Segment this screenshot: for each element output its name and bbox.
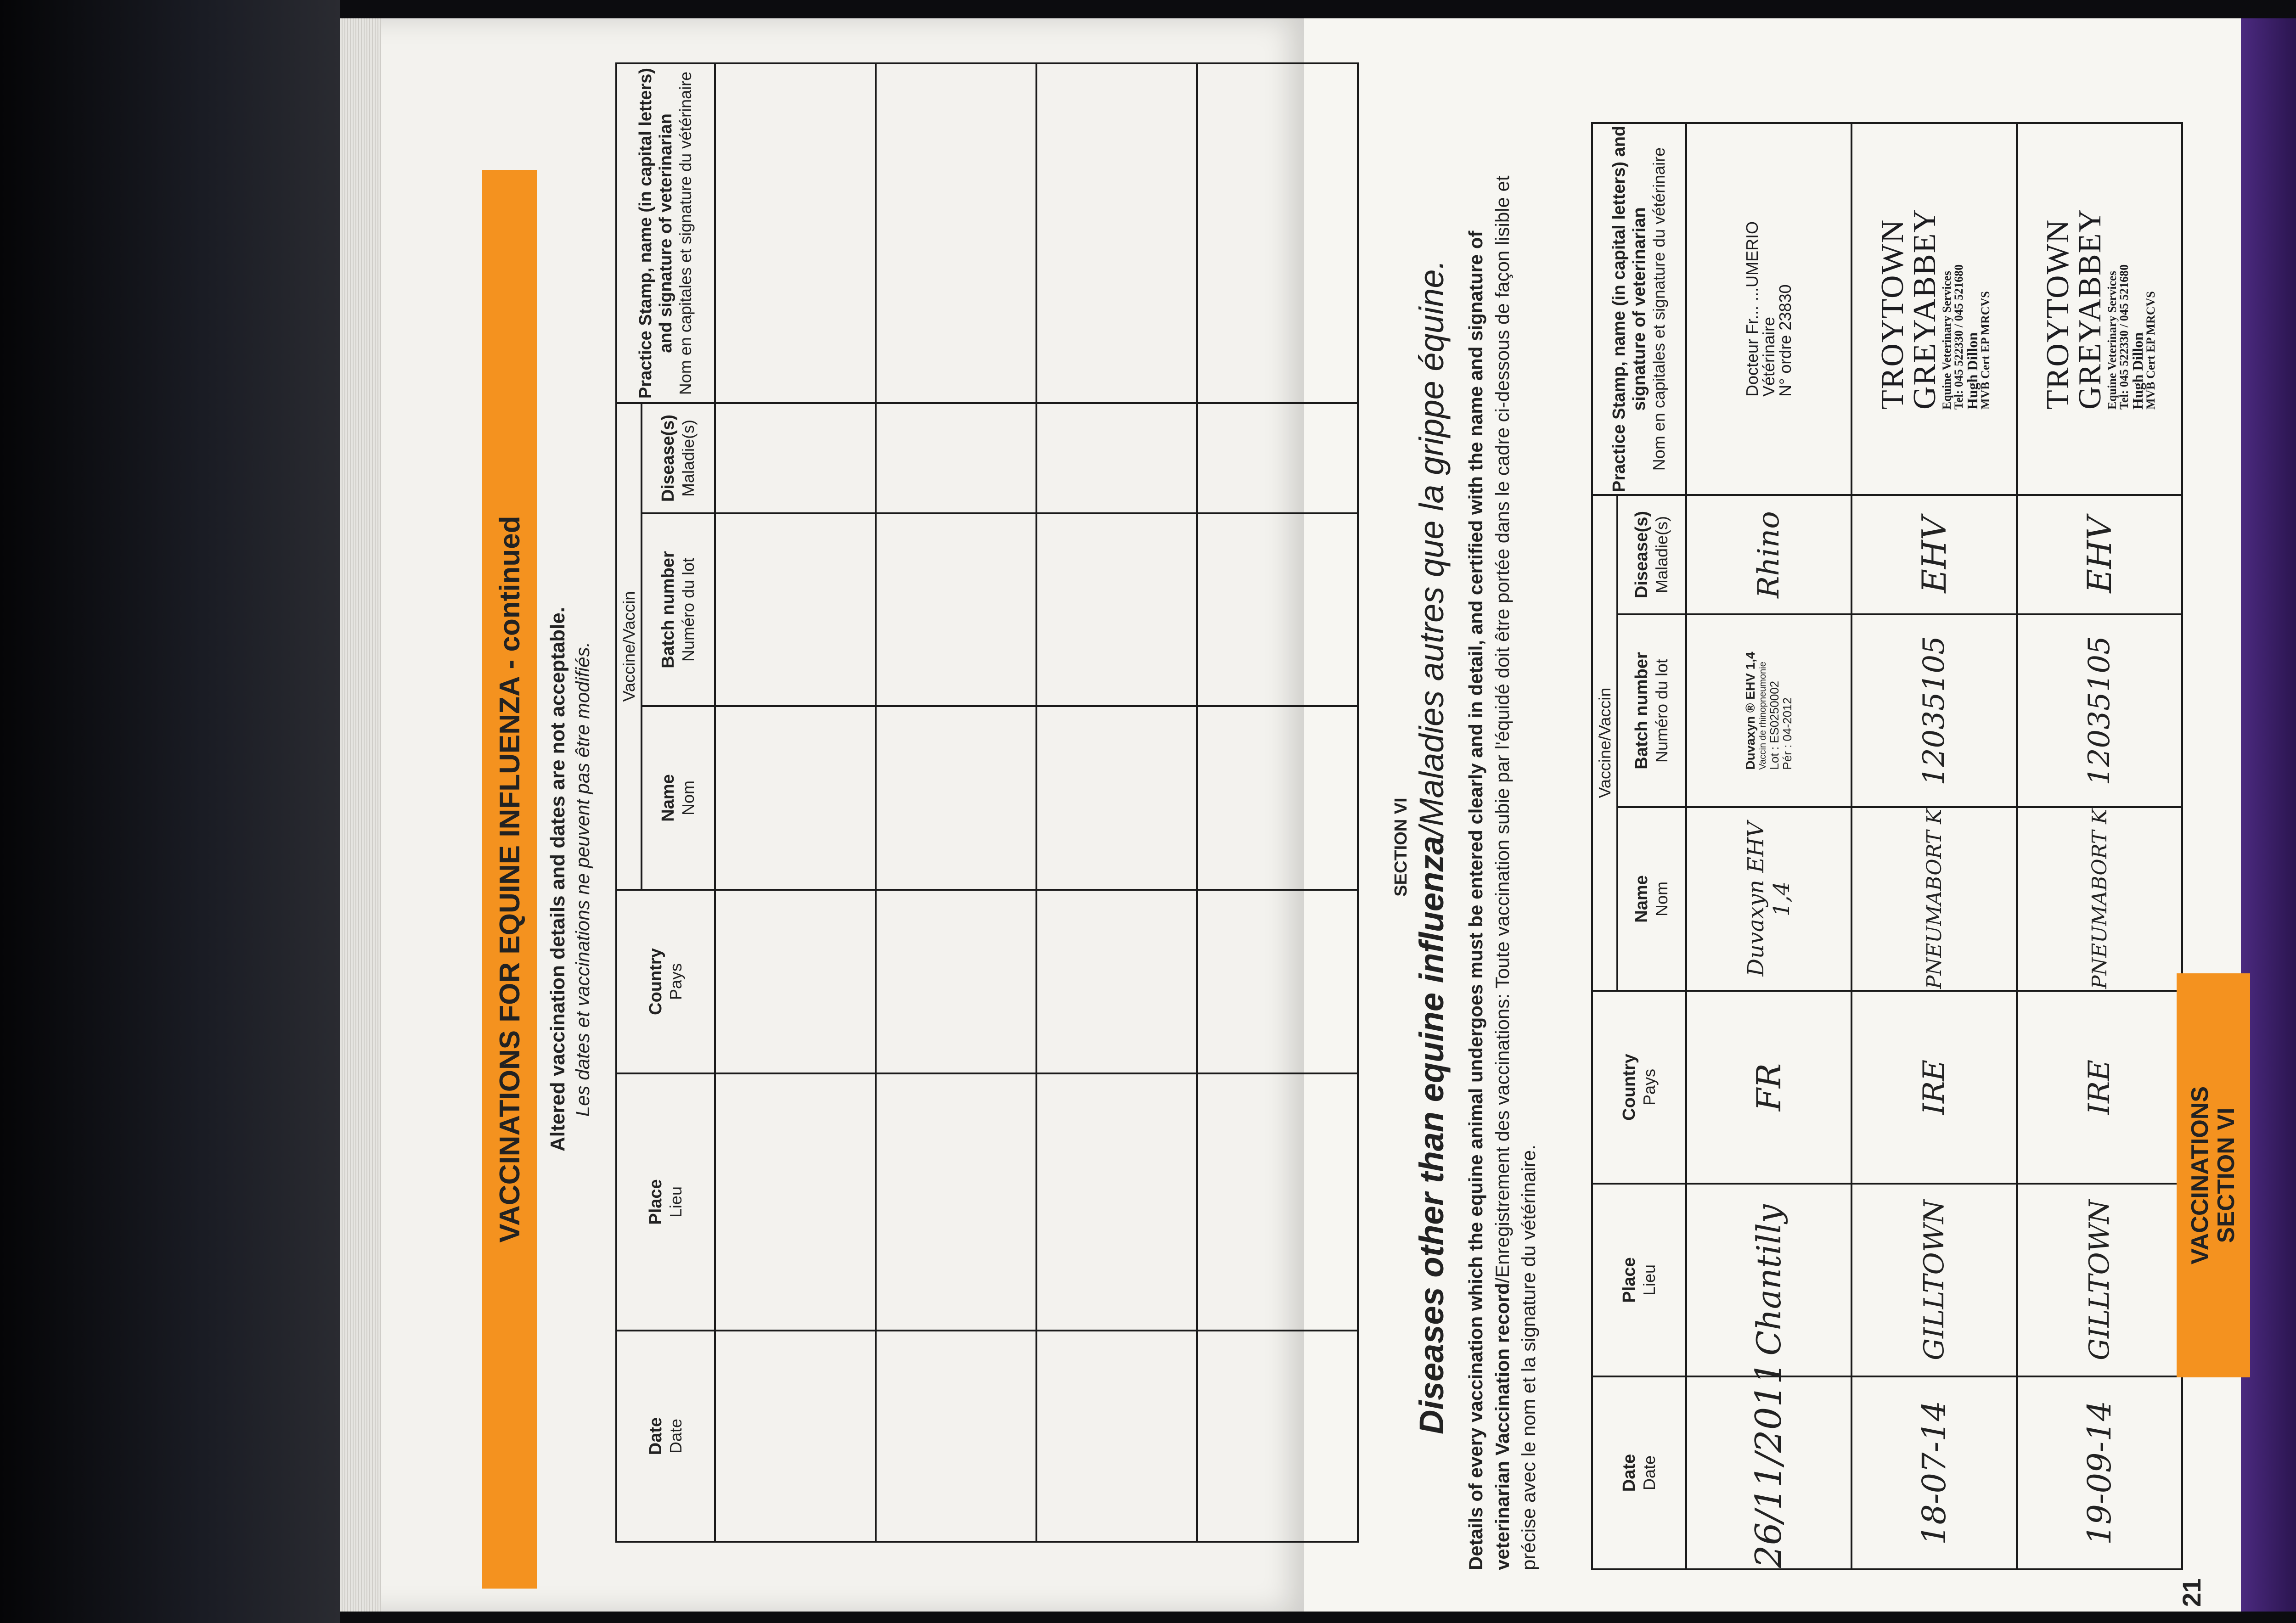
row1-country: FR: [1686, 991, 1851, 1184]
page-edges: [340, 18, 381, 1612]
table-row: [1686, 123, 1851, 1569]
header-place: Place Lieu: [1592, 1184, 1686, 1376]
header-date: Date Date: [1592, 1376, 1686, 1569]
header-place: Place Lieu: [616, 1073, 715, 1331]
header-batch: Batch number Numéro du lot: [1617, 614, 1686, 807]
header-disease: Disease(s) Maladie(s): [642, 403, 715, 513]
altered-note-en: Altered vaccination details and dates are not acceptable.: [546, 607, 569, 1151]
table-row: [876, 63, 1036, 1542]
table-row: [2017, 123, 2182, 1569]
header-stamp: Practice Stamp, name (in capital letters) and signature of veterinarian Nom en capitales et signature du vétérinaire: [1592, 123, 1686, 495]
header-vaccine-group: Vaccine/Vaccin: [616, 403, 642, 890]
left-page-content: [377, 14, 1304, 1607]
page-number: 21: [2177, 1578, 2206, 1607]
row3-batch: 12035105: [2017, 614, 2182, 807]
row2-place: GILLTOWN: [1851, 1184, 2017, 1376]
table-row: [1851, 123, 2017, 1569]
row3-country: IRE: [2017, 991, 2182, 1184]
header-vaccine-group: Vaccine/Vaccin: [1592, 495, 1617, 991]
header-disease: Disease(s) Maladie(s): [1617, 495, 1686, 614]
row2-country: IRE: [1851, 991, 2017, 1184]
section-label: SECTION VI: [1391, 797, 1411, 897]
header-batch: Batch number Numéro du lot: [642, 513, 715, 706]
vaccinations-section-banner: VACCINATIONS SECTION VI: [2177, 973, 2250, 1377]
row1-place: Chantilly: [1686, 1184, 1851, 1376]
table-row: [715, 63, 876, 1542]
row2-date: 18-07-14: [1851, 1376, 2017, 1569]
header-date: Date Date: [616, 1331, 715, 1542]
row3-name: PNEUMABORT K: [2017, 807, 2182, 991]
influenza-vaccination-table: [615, 62, 1359, 1543]
row2-vet-stamp: TROYTOWN GREYABBEY Equine Veterinary Services Tel: 045 522330 / 045 521680 Hugh Dillon MVB Cert EP MRCVS: [1851, 123, 2017, 495]
row2-disease: EHV: [1851, 495, 2017, 614]
header-name: Name Nom: [1617, 807, 1686, 991]
scan-background: [0, 0, 340, 1623]
row1-batch: Duvaxyn ® EHV 1,4 Vaccin de rhinopneumonie Lot : ES0250002 Pér : 04-2012: [1686, 614, 1851, 807]
section-heading: Diseases other than equine influenza/Maladies autres que la grippe équine.: [1412, 259, 1451, 1435]
row3-place: GILLTOWN: [2017, 1184, 2182, 1376]
right-page-content: [1322, 14, 2241, 1607]
table-row: [1036, 63, 1197, 1542]
row1-name: Duvaxyn EHV 1,4: [1686, 807, 1851, 991]
section-instructions: Details of every vaccination which the equine animal undergoes must be entered clearly and in detail, and certified with the name and signature of veterinarian Vaccination record/Enregistrement des vaccinations: Toute vaccination subie par l'équidé doit être portée dans le cadre ci-dessous de façon lisible et précise avec le nom et la signature du vétérinaire.: [1465, 175, 1540, 1570]
row1-date: 26/11/2011: [1686, 1376, 1851, 1569]
other-vaccination-table: [1591, 122, 2183, 1570]
header-country: Country Pays: [616, 890, 715, 1073]
altered-note-fr: Les dates et vaccinations ne peuvent pas être modifiés.: [572, 641, 593, 1117]
row1-vet-stamp: Docteur Fr... ...UMERIO Vétérinaire N° ordre 23830: [1686, 123, 1851, 495]
header-country: Country Pays: [1592, 991, 1686, 1184]
header-name: Name Nom: [642, 706, 715, 890]
row2-batch: 12035105: [1851, 614, 2017, 807]
row3-date: 19-09-14: [2017, 1376, 2182, 1569]
equine-influenza-banner: VACCINATIONS FOR EQUINE INFLUENZA - continued: [482, 170, 537, 1589]
row3-disease: EHV: [2017, 495, 2182, 614]
row2-name: PNEUMABORT K: [1851, 807, 2017, 991]
row1-disease: Rhino: [1686, 495, 1851, 614]
row3-vet-stamp: TROYTOWN GREYABBEY Equine Veterinary Services Tel: 045 522330 / 045 521680 Hugh Dillon MVB Cert EP MRCVS: [2017, 123, 2182, 495]
header-stamp: Practice Stamp, name (in capital letters) and signature of veterinarian Nom en capitales et signature du vétérinaire: [616, 63, 715, 403]
